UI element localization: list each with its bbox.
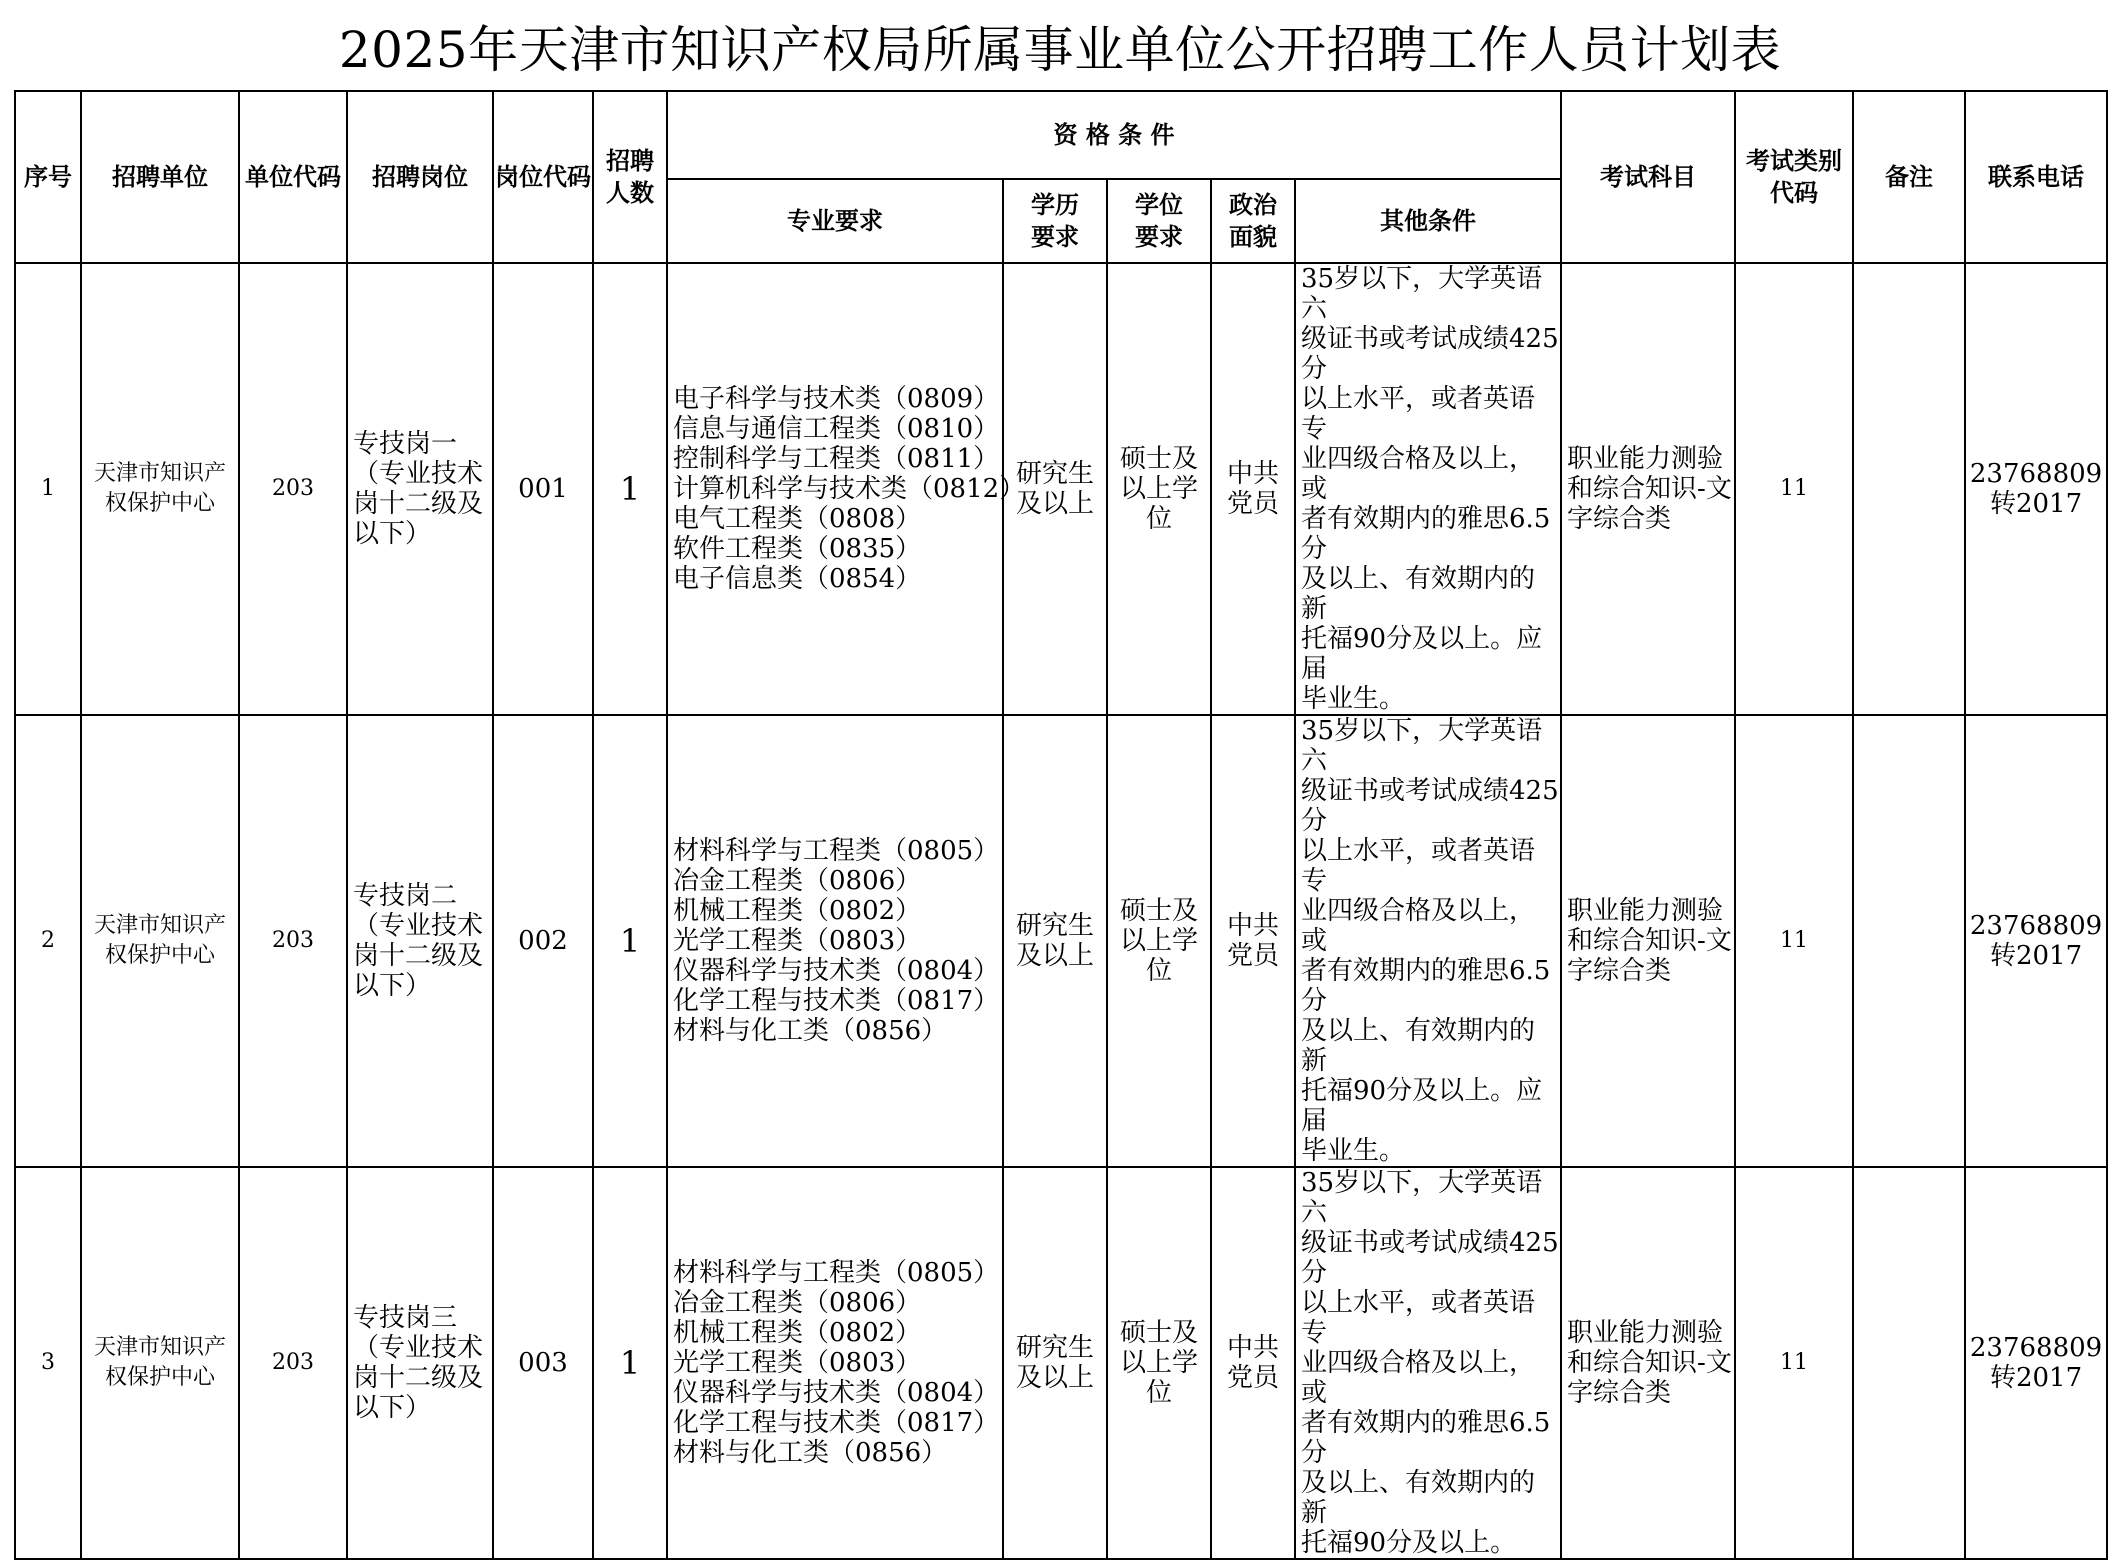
header-exam-code: 考试类别 代码 <box>1735 91 1853 263</box>
cell-seq: 1 <box>15 263 81 715</box>
cell-political: 中共 党员 <box>1211 715 1295 1167</box>
major-item: 化学工程与技术类（0817） <box>673 1408 1000 1438</box>
cell-unit-code: 203 <box>239 1167 347 1559</box>
cell-phone: 23768809 转2017 <box>1965 1167 2107 1559</box>
header-post-code: 岗位代码 <box>493 91 593 263</box>
cell-other: 35岁以下，大学英语六 级证书或考试成绩425分 以上水平，或者英语专 业四级合格及以上，或 者有效期内的雅思6.5分 及以上、有效期内的新 托福90分及以上。应届 毕业生。 <box>1295 263 1561 715</box>
table-row <box>15 715 2107 1167</box>
cell-post: 专技岗一 （专业技术 岗十二级及 以下） <box>347 263 493 715</box>
header-phone: 联系电话 <box>1965 91 2107 263</box>
cell-majors <box>667 1167 1003 1559</box>
cell-education: 研究生 及以上 <box>1003 263 1107 715</box>
major-item: 冶金工程类（0806） <box>673 866 922 896</box>
cell-exam-code: 11 <box>1735 263 1853 715</box>
cell-seq: 3 <box>15 1167 81 1559</box>
major-item: 材料与化工类（0856） <box>673 1438 948 1468</box>
cell-post-code: 001 <box>493 263 593 715</box>
cell-count: 1 <box>593 715 667 1167</box>
major-item: 机械工程类（0802） <box>673 1318 922 1348</box>
cell-exam-code: 11 <box>1735 1167 1853 1559</box>
cell-exam-code: 11 <box>1735 715 1853 1167</box>
header-education: 学历 要求 <box>1003 179 1107 263</box>
header-degree: 学位 要求 <box>1107 179 1211 263</box>
major-item: 计算机科学与技术类（0812） <box>673 474 1026 504</box>
cell-other: 35岁以下，大学英语六 级证书或考试成绩425分 以上水平，或者英语专 业四级合格及以上，或 者有效期内的雅思6.5分 及以上、有效期内的新 托福90分及以上。应届 毕业生。 <box>1295 715 1561 1167</box>
cell-post-code: 002 <box>493 715 593 1167</box>
cell-count: 1 <box>593 1167 667 1559</box>
cell-degree: 硕士及 以上学 位 <box>1107 1167 1211 1559</box>
cell-unit: 天津市知识产 权保护中心 <box>81 1167 239 1559</box>
major-item: 材料科学与工程类（0805） <box>673 1258 1000 1288</box>
cell-remarks <box>1853 715 1965 1167</box>
header-row-1 <box>15 91 2107 179</box>
cell-remarks <box>1853 1167 1965 1559</box>
major-item: 冶金工程类（0806） <box>673 1288 922 1318</box>
cell-count: 1 <box>593 263 667 715</box>
header-unit-code: 单位代码 <box>239 91 347 263</box>
cell-unit-code: 203 <box>239 715 347 1167</box>
cell-post: 专技岗三 （专业技术 岗十二级及 以下） <box>347 1167 493 1559</box>
recruitment-table <box>14 90 2108 1560</box>
header-qualifications: 资 格 条 件 <box>667 91 1561 179</box>
cell-exam-subject: 职业能力测验 和综合知识-文 字综合类 <box>1561 1167 1735 1559</box>
cell-political: 中共 党员 <box>1211 1167 1295 1559</box>
header-unit: 招聘单位 <box>81 91 239 263</box>
cell-education: 研究生 及以上 <box>1003 715 1107 1167</box>
cell-exam-subject: 职业能力测验 和综合知识-文 字综合类 <box>1561 263 1735 715</box>
major-item: 材料科学与工程类（0805） <box>673 836 1000 866</box>
major-item: 控制科学与工程类（0811） <box>673 444 1000 474</box>
cell-majors <box>667 715 1003 1167</box>
cell-exam-subject: 职业能力测验 和综合知识-文 字综合类 <box>1561 715 1735 1167</box>
major-item: 化学工程与技术类（0817） <box>673 986 1000 1016</box>
header-exam-subject: 考试科目 <box>1561 91 1735 263</box>
header-count: 招聘 人数 <box>593 91 667 263</box>
cell-remarks <box>1853 263 1965 715</box>
major-item: 电子科学与技术类（0809） <box>673 384 1000 414</box>
table-row <box>15 1167 2107 1559</box>
cell-post-code: 003 <box>493 1167 593 1559</box>
major-item: 信息与通信工程类（0810） <box>673 414 1000 444</box>
cell-unit: 天津市知识产 权保护中心 <box>81 263 239 715</box>
cell-seq: 2 <box>15 715 81 1167</box>
major-item: 仪器科学与技术类（0804） <box>673 1378 1000 1408</box>
page-title: 2025年天津市知识产权局所属事业单位公开招聘工作人员计划表 <box>338 21 1782 79</box>
major-item: 光学工程类（0803） <box>673 926 922 956</box>
major-item: 电气工程类（0808） <box>673 504 922 534</box>
header-seq: 序号 <box>15 91 81 263</box>
header-remarks: 备注 <box>1853 91 1965 263</box>
major-item: 软件工程类（0835） <box>673 534 922 564</box>
header-post: 招聘岗位 <box>347 91 493 263</box>
major-item: 光学工程类（0803） <box>673 1348 922 1378</box>
cell-phone: 23768809 转2017 <box>1965 715 2107 1167</box>
major-item: 材料与化工类（0856） <box>673 1016 948 1046</box>
table-row <box>15 263 2107 715</box>
cell-unit: 天津市知识产 权保护中心 <box>81 715 239 1167</box>
major-item: 机械工程类（0802） <box>673 896 922 926</box>
cell-degree: 硕士及 以上学 位 <box>1107 715 1211 1167</box>
cell-degree: 硕士及 以上学 位 <box>1107 263 1211 715</box>
cell-other: 35岁以下，大学英语六 级证书或考试成绩425分 以上水平，或者英语专 业四级合格及以上，或 者有效期内的雅思6.5分 及以上、有效期内的新 托福90分及以上。 <box>1295 1167 1561 1559</box>
cell-political: 中共 党员 <box>1211 263 1295 715</box>
major-item: 电子信息类（0854） <box>673 564 922 594</box>
cell-post: 专技岗二 （专业技术 岗十二级及 以下） <box>347 715 493 1167</box>
header-other: 其他条件 <box>1295 179 1561 263</box>
header-major: 专业要求 <box>667 179 1003 263</box>
cell-unit-code: 203 <box>239 263 347 715</box>
cell-education: 研究生 及以上 <box>1003 1167 1107 1559</box>
cell-phone: 23768809 转2017 <box>1965 263 2107 715</box>
cell-majors <box>667 263 1026 715</box>
header-political: 政治 面貌 <box>1211 179 1295 263</box>
major-item: 仪器科学与技术类（0804） <box>673 956 1000 986</box>
